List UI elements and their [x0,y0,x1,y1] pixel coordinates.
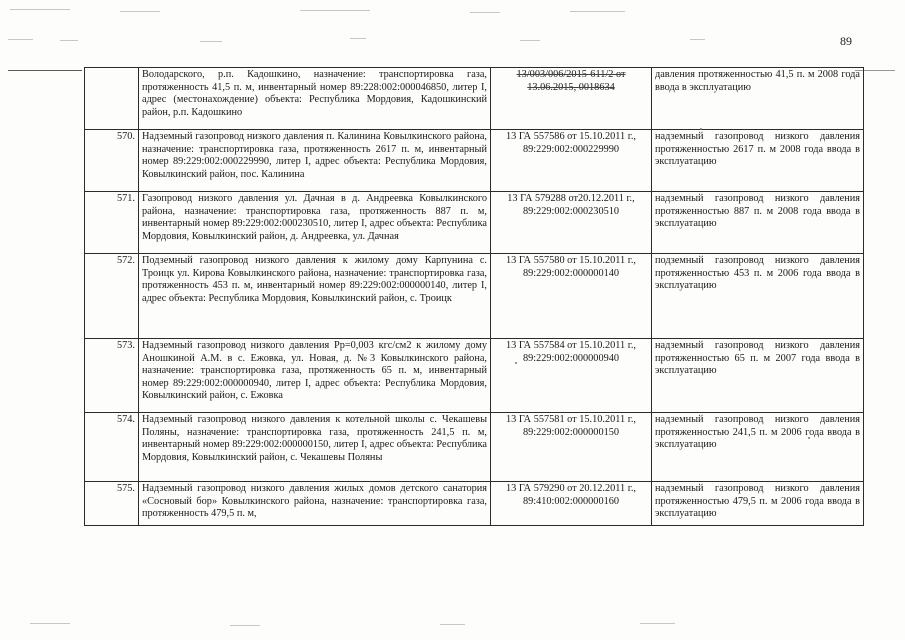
table-row [85,482,864,526]
scan-artifact [8,39,33,40]
table-row [85,130,864,192]
object-note: надземный газопровод низкого давления протяженностью 2617 п. м 2008 года ввода в эксплуатацию [652,130,864,192]
row-number: 575. [85,482,139,526]
scan-artifact [440,624,465,625]
object-description: Подземный газопровод низкого давления к жилому дому Карпунина с. Троицк ул. Кирова Ковылкинского района, назначение: транспортировка газа, протяженность 453 п. м, инвентарный номер 89:229:002:000000140, литер I, адрес объекта: Республика Мордовия, Ковылкинский район, с. Троицк [139,254,491,339]
scan-artifact [300,10,370,11]
object-note: надземный газопровод низкого давления протяженностью 479,5 п. м 2006 года ввода в эксплуатацию [652,482,864,526]
registration-certificate: 13 ГА 557584 от 15.10.2011 г., 89:229:002:000000940 [491,339,652,413]
registration-certificate: 13 ГА 579290 от 20.12.2011 г., 89:410:002:000000160 [491,482,652,526]
object-description: Володарского, р.п. Кадошкино, назначение: транспортировка газа, протяженность 41,5 п. м, инвентарный номер 89:228:002:000046850, литер I, адрес (местонахождение) объекта: Республика Мордовия, Кадошкинский район, р.п. Кадошкино [139,68,491,130]
scan-artifact [10,9,70,10]
scan-artifact [8,70,82,71]
object-note: надземный газопровод низкого давления протяженностью 887 п. м 2008 года ввода в эксплуатацию [652,192,864,254]
object-description: Надземный газопровод низкого давления жилых домов детского санатория «Сосновый бор» Ковылкинского района, назначение: транспортировка газа, протяженность 479,5 п. м, [139,482,491,526]
property-registry-table [84,67,864,526]
scan-artifact [640,623,675,624]
scan-artifact [120,11,160,12]
table-row [85,413,864,482]
scan-artifact [30,623,70,624]
object-description: Надземный газопровод низкого давления к котельной школы с. Чекашевы Поляны, назначение: транспортировка газа, протяженность 241,5 п. м, инвентарный номер 89:229:002:000000150, литер I, адрес объекта: Республика Мордовия, Ковылкинский район, с. Чекашевы Поляны [139,413,491,482]
scan-artifact [200,41,222,42]
object-note: давления протяженностью 41,5 п. м 2008 года ввода в эксплуатацию [652,68,864,130]
scan-artifact [60,40,78,41]
scan-artifact [230,625,260,626]
object-description: Надземный газопровод низкого давления п. Калинина Ковылкинского района, назначение: транспортировка газа, протяженность 2617 п. м, инвентарный номер 89:229:002:000229990, литер I, адрес объекта: Республика Мордовия, Ковылкинский район, пос. Калинина [139,130,491,192]
scan-artifact [520,40,540,41]
object-description: Газопровод низкого давления ул. Дачная в д. Андреевка Ковылкинского района, назначение: транспортировка газа, протяженность 887 п. м, инвентарный номер 89:229:002:000230510, литер I, адрес объекта: Республика Мордовия, Ковылкинский район, д. Андреевка, ул. Дачная [139,192,491,254]
scan-artifact [470,12,500,13]
scan-speck [808,437,810,439]
row-number: 573. [85,339,139,413]
registration-certificate: 13/003/006/2015-611/2 от 13.06.2015, 0018634 [491,68,652,130]
row-number: 570. [85,130,139,192]
scan-artifact [350,38,366,39]
scan-artifact [570,11,625,12]
table-row [85,68,864,130]
registration-certificate: 13 ГА 557580 от 15.10.2011 г., 89:229:002:000000140 [491,254,652,339]
registration-certificate: 13 ГА 557581 от 15.10.2011 г., 89:229:002:000000150 [491,413,652,482]
row-number: 571. [85,192,139,254]
object-description: Надземный газопровод низкого давления Рр=0,003 кгс/см2 к жилому дому Аношкиной А.М. в с. Ежовка, ул. Новая, д. №3 Ковылкинского района, назначение: транспортировка газа, протяженность 65 п. м, инвентарный номер 89:229:002:000000940, литер I, адрес объекта: Республика Мордовия, Ковылкинский район, с. Ежовка [139,339,491,413]
row-number [85,68,139,130]
table-row [85,339,864,413]
row-number: 572. [85,254,139,339]
object-note: надземный газопровод низкого давления протяженностью 241,5 п. м 2006 года ввода в эксплуатацию [652,413,864,482]
scan-speck [515,362,517,364]
scan-artifact [690,39,705,40]
registration-certificate: 13 ГА 557586 от 15.10.2011 г., 89:229:002:000229990 [491,130,652,192]
table-row [85,254,864,339]
registration-certificate: 13 ГА 579288 от20.12.2011 г., 89:229:002:000230510 [491,192,652,254]
object-note: подземный газопровод низкого давления протяженностью 453 п. м 2006 года ввода в эксплуатацию [652,254,864,339]
scan-speck [700,128,702,130]
row-number: 574. [85,413,139,482]
object-note: надземный газопровод низкого давления протяженностью 65 п. м 2007 года ввода в эксплуатацию [652,339,864,413]
table-row [85,192,864,254]
page-number: 89 [840,34,852,48]
